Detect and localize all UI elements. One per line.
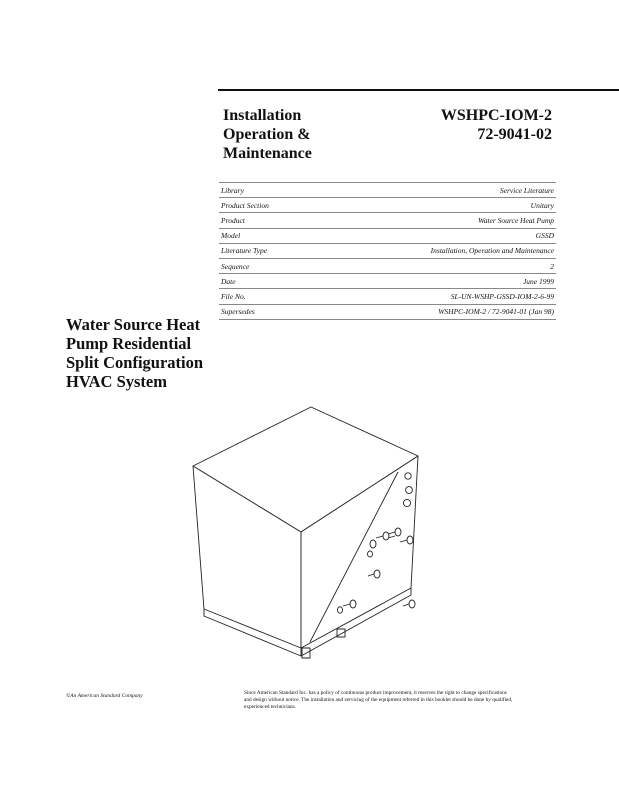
row-label: Library — [219, 183, 317, 198]
product-title-line: HVAC System — [66, 372, 167, 391]
row-label: Supersedes — [219, 304, 317, 319]
product-title-line: Water Source Heat — [66, 315, 201, 334]
document-code — [441, 106, 552, 144]
heat-pump-unit-illustration — [190, 404, 430, 666]
row-value: WSHPC-IOM-2 / 72-9041-01 (Jan 98) — [317, 304, 557, 319]
disclaimer-line: and design without notice. The installation and servicing of the equipment referred in this booklet should be done by qualified, — [244, 697, 513, 703]
disclaimer-line: experienced technicians. — [244, 704, 297, 710]
row-label: Model — [219, 228, 317, 243]
disclaimer-line: Since American Standard Inc. has a policy of continuous product improvement, it reserves the right to change specifications — [244, 690, 507, 696]
row-label: Sequence — [219, 258, 317, 273]
row-value: Water Source Heat Pump — [317, 213, 557, 228]
table-row — [219, 228, 556, 243]
row-value: Unitary — [317, 198, 557, 213]
header-rule — [218, 89, 619, 91]
product-title-line: Pump Residential — [66, 334, 192, 353]
table-row — [219, 213, 556, 228]
product-title-line: Split Configuration — [66, 353, 204, 372]
table-row — [219, 198, 556, 213]
document-title-line: Installation — [223, 107, 302, 124]
disclaimer-text — [244, 690, 556, 711]
part-number: 72-9041-02 — [477, 126, 552, 143]
product-title — [66, 315, 226, 391]
row-value: Installation, Operation and Maintenance — [317, 243, 557, 258]
document-title-line: Maintenance — [223, 145, 312, 162]
row-value: GSSD — [317, 228, 557, 243]
row-label: Product Section — [219, 198, 317, 213]
row-value: June 1999 — [317, 274, 557, 289]
row-value: Service Literature — [317, 183, 557, 198]
row-label: Product — [219, 213, 317, 228]
row-label: Literature Type — [219, 243, 317, 258]
table-row — [219, 304, 556, 319]
document-title — [223, 106, 363, 163]
row-label: Date — [219, 274, 317, 289]
table-row — [219, 258, 556, 273]
document-number: WSHPC-IOM-2 — [440, 107, 552, 124]
table-row — [219, 243, 556, 258]
row-value: SL-UN-WSHP-GSSD-IOM-2-6-99 — [317, 289, 557, 304]
copyright-notice: ©An American Standard Company — [66, 693, 143, 699]
document-title-line: Operation & — [223, 126, 311, 143]
row-label: File No. — [219, 289, 317, 304]
table-row — [219, 289, 556, 304]
table-row — [219, 183, 556, 198]
table-row — [219, 274, 556, 289]
row-value: 2 — [317, 258, 557, 273]
literature-info-table — [219, 182, 556, 320]
